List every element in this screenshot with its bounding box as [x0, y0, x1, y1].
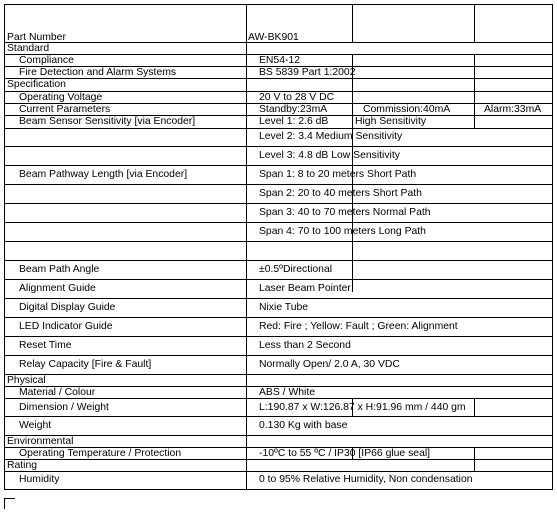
op-temp-label: Operating Temperature / Protection: [19, 448, 182, 459]
part-number-label: Part Number: [7, 32, 66, 43]
column-line: [474, 459, 475, 472]
compliance-label: Compliance: [19, 55, 74, 66]
fire-detection-value: BS 5839 Part 1:2002: [259, 67, 356, 78]
beam-sensor-level1: Level 1: 2.6 dB: [259, 116, 329, 127]
row-line: [5, 317, 552, 318]
cell-marker: [4, 498, 15, 509]
row-line: [5, 203, 552, 204]
led-indicator-label: LED Indicator Guide: [19, 321, 113, 332]
section-physical: Physical: [7, 375, 46, 386]
current-standby-value: Standby:23mA: [259, 104, 328, 115]
column-line: [352, 5, 353, 43]
operating-voltage-value: 20 V to 28 V DC: [259, 92, 335, 103]
fire-detection-label: Fire Detection and Alarm Systems: [19, 67, 177, 78]
row-line: [5, 146, 552, 147]
beam-path-angle-label: Beam Path Angle: [19, 264, 100, 275]
section-standard: Standard: [7, 43, 50, 54]
row-line: [5, 435, 552, 436]
reset-time-value: Less than 2 Second: [259, 340, 351, 351]
beam-sensor-label: Beam Sensor Sensitivity [via Encoder]: [19, 116, 196, 127]
section-environmental: Environmental: [7, 436, 74, 447]
row-line: [5, 374, 552, 375]
digital-display-label: Digital Display Guide: [19, 302, 116, 313]
beam-sensor-level1-desc: High Sensitivity: [355, 116, 427, 127]
beam-sensor-level2: Level 2: 3.4 Medium Sensitivity: [259, 131, 403, 142]
op-temp-value: -10ºC to 55 ºC / IP30 [IP66 glue seal]: [259, 448, 431, 459]
spec-table: [4, 4, 553, 490]
humidity-label: Humidity: [19, 474, 60, 485]
current-alarm-value: Alarm:33mA: [484, 104, 542, 115]
dimension-value: L:190.87 x W:126.87 x H:91.96 mm / 440 gm: [259, 402, 466, 413]
beam-pathway-span2: Span 2: 20 to 40 meters Short Path: [259, 188, 422, 199]
beam-sensor-level3: Level 3: 4.8 dB Low Sensitivity: [259, 150, 400, 161]
row-line: [5, 336, 552, 337]
current-commission-value: Commission:40mA: [363, 104, 451, 115]
led-indicator-value: Red: Fire ; Yellow: Fault ; Green: Alignment: [259, 321, 458, 332]
column-line: [474, 5, 475, 43]
row-line: [5, 279, 552, 280]
reset-time-label: Reset Time: [19, 340, 72, 351]
material-label: Material / Colour: [19, 387, 96, 398]
section-specification: Specification: [7, 79, 66, 90]
beam-pathway-span3: Span 3: 40 to 70 meters Normal Path: [259, 207, 431, 218]
operating-voltage-label: Operating Voltage: [19, 92, 103, 103]
alignment-guide-label: Alignment Guide: [19, 283, 96, 294]
column-line: [474, 398, 475, 417]
current-parameters-label: Current Parameters: [19, 104, 111, 115]
beam-path-angle-value: ±0.5ºDirectional: [259, 264, 333, 275]
weight-label: Weight: [19, 420, 52, 431]
material-value: ABS / White: [259, 387, 316, 398]
digital-display-value: Nixie Tube: [259, 302, 309, 313]
part-number-value: AW-BK901: [248, 32, 299, 43]
row-line: [5, 165, 552, 166]
beam-pathway-span4: Span 4: 70 to 100 meters Long Path: [259, 226, 426, 237]
row-line: [5, 222, 552, 223]
dimension-label: Dimension / Weight: [19, 402, 109, 413]
row-line: [5, 260, 552, 261]
row-line: [5, 184, 552, 185]
row-line: [5, 128, 552, 129]
beam-pathway-span1: Span 1: 8 to 20 meters Short Path: [259, 169, 417, 180]
relay-capacity-value: Normally Open/ 2.0 A, 30 VDC: [259, 359, 400, 370]
beam-pathway-label: Beam Pathway Length [via Encoder]: [19, 169, 188, 180]
humidity-value: 0 to 95% Relative Humidity, Non condensation: [259, 474, 473, 485]
row-line: [5, 298, 552, 299]
row-line: [5, 471, 552, 472]
compliance-value: EN54-12: [259, 55, 301, 66]
weight-value: 0.130 Kg with base: [259, 420, 348, 431]
section-rating: Rating: [7, 460, 38, 471]
row-line: [5, 416, 552, 417]
alignment-guide-value: Laser Beam Pointer: [259, 283, 351, 294]
row-line: [5, 355, 552, 356]
relay-capacity-label: Relay Capacity [Fire & Fault]: [19, 359, 152, 370]
column-line: [474, 54, 475, 129]
column-line: [246, 5, 247, 489]
row-line: [5, 241, 552, 242]
